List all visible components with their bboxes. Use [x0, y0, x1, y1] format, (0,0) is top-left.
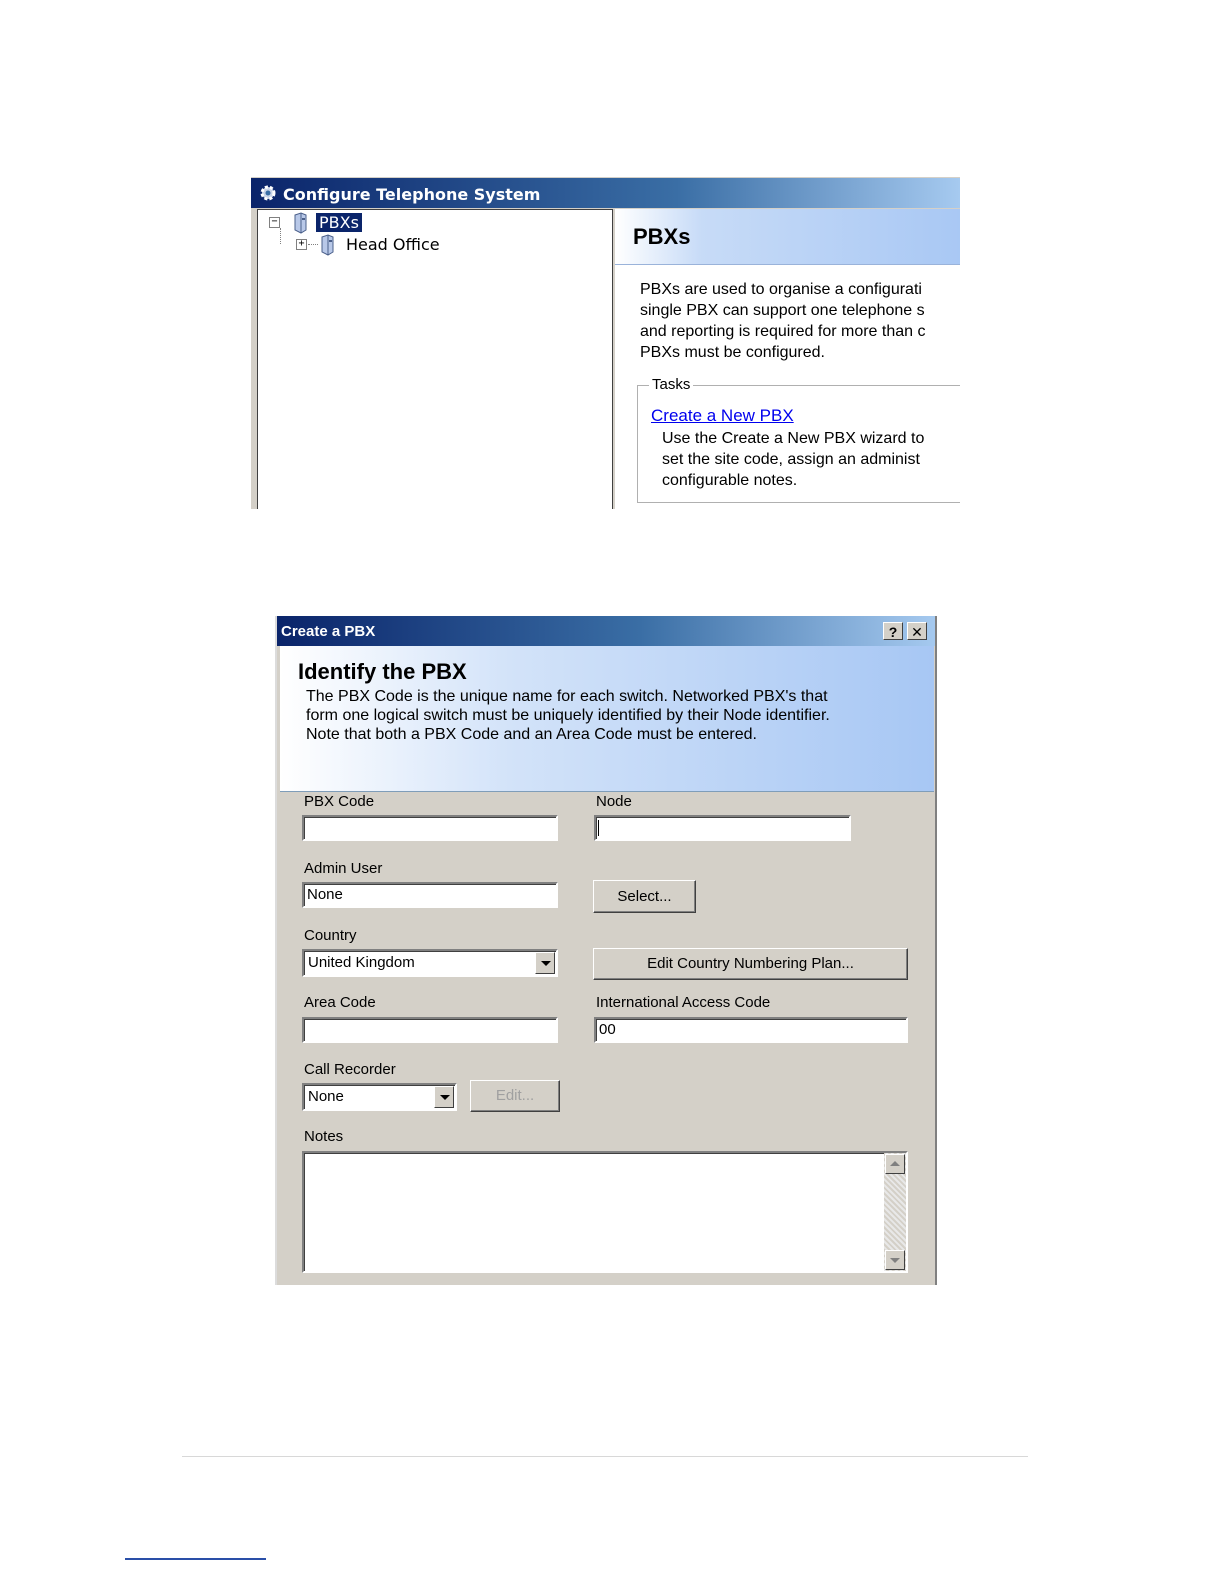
- pbx-code-label: PBX Code: [304, 793, 375, 810]
- country-select[interactable]: [302, 949, 558, 977]
- task-description: Use the Create a New PBX wizard to set the site code, assign an administ configurable notes.: [662, 430, 925, 489]
- tree-item-pbxs[interactable]: PBXs: [316, 213, 362, 232]
- create-pbx-dialog: [275, 616, 937, 1285]
- area-code-input[interactable]: [302, 1017, 558, 1043]
- chevron-down-icon[interactable]: [434, 1086, 454, 1108]
- pbx-icon: [319, 234, 335, 256]
- pbx-code-input[interactable]: [302, 815, 558, 841]
- collapse-toggle[interactable]: −: [269, 217, 280, 228]
- tree-line: [280, 228, 282, 244]
- pane-header: [615, 209, 960, 265]
- create-new-pbx-link[interactable]: Create a New PBX: [651, 406, 794, 425]
- dialog-titlebar: [277, 616, 937, 646]
- edit-country-numbering-plan-button[interactable]: Edit Country Numbering Plan...: [593, 948, 908, 980]
- area-code-label: Area Code: [304, 994, 376, 1011]
- close-button[interactable]: ✕: [907, 622, 927, 640]
- call-recorder-select[interactable]: [302, 1083, 457, 1111]
- scroll-up-icon[interactable]: [885, 1154, 905, 1174]
- text-cursor: [598, 820, 599, 836]
- chevron-down-icon[interactable]: [535, 952, 555, 974]
- pane-description: PBXs are used to organise a configurati single PBX can support one telephone s and reporting is required for more than c PBXs must be configured.: [640, 281, 926, 361]
- notes-textarea[interactable]: [302, 1151, 908, 1273]
- banner-text: The PBX Code is the unique name for each switch. Networked PBX's that form one logical switch must be uniquely identified by their Node identifier. Note that both a PBX Code and an Area Code must be entered.: [306, 688, 830, 743]
- admin-user-input[interactable]: None: [302, 882, 558, 908]
- banner-title: Identify the PBX: [298, 659, 467, 684]
- scroll-down-icon[interactable]: [885, 1250, 905, 1270]
- notes-scrollbar[interactable]: [884, 1153, 906, 1271]
- tree-item-head-office[interactable]: Head Office: [346, 235, 440, 254]
- expand-toggle[interactable]: +: [296, 239, 307, 250]
- select-button[interactable]: Select...: [593, 880, 696, 913]
- footer-rule: [125, 1558, 266, 1560]
- call-recorder-value: None: [308, 1088, 344, 1105]
- pbx-icon: [292, 212, 308, 234]
- admin-user-label: Admin User: [304, 860, 383, 877]
- pbx-tree[interactable]: [257, 209, 613, 509]
- edit-recorder-button[interactable]: Edit...: [470, 1080, 560, 1112]
- window-titlebar: [251, 177, 960, 208]
- country-label: Country: [304, 927, 357, 944]
- gear-icon: [259, 184, 277, 202]
- dialog-title: Create a PBX: [281, 623, 376, 640]
- window-title: Configure Telephone System: [283, 185, 541, 204]
- tasks-legend: Tasks: [649, 376, 693, 393]
- wizard-banner: [280, 646, 934, 792]
- details-pane: [615, 209, 960, 509]
- configure-telephone-system-window: [251, 177, 960, 509]
- call-recorder-label: Call Recorder: [304, 1061, 396, 1078]
- node-input[interactable]: [594, 815, 851, 841]
- notes-label: Notes: [304, 1128, 344, 1145]
- help-button[interactable]: ?: [883, 622, 903, 640]
- pane-title: PBXs: [633, 224, 691, 249]
- international-access-code-label: International Access Code: [596, 994, 771, 1011]
- country-value: United Kingdom: [308, 954, 415, 971]
- tree-line: [308, 244, 318, 245]
- node-label: Node: [596, 793, 632, 810]
- international-access-code-input[interactable]: 00: [594, 1017, 908, 1043]
- footer-divider: [182, 1456, 1028, 1457]
